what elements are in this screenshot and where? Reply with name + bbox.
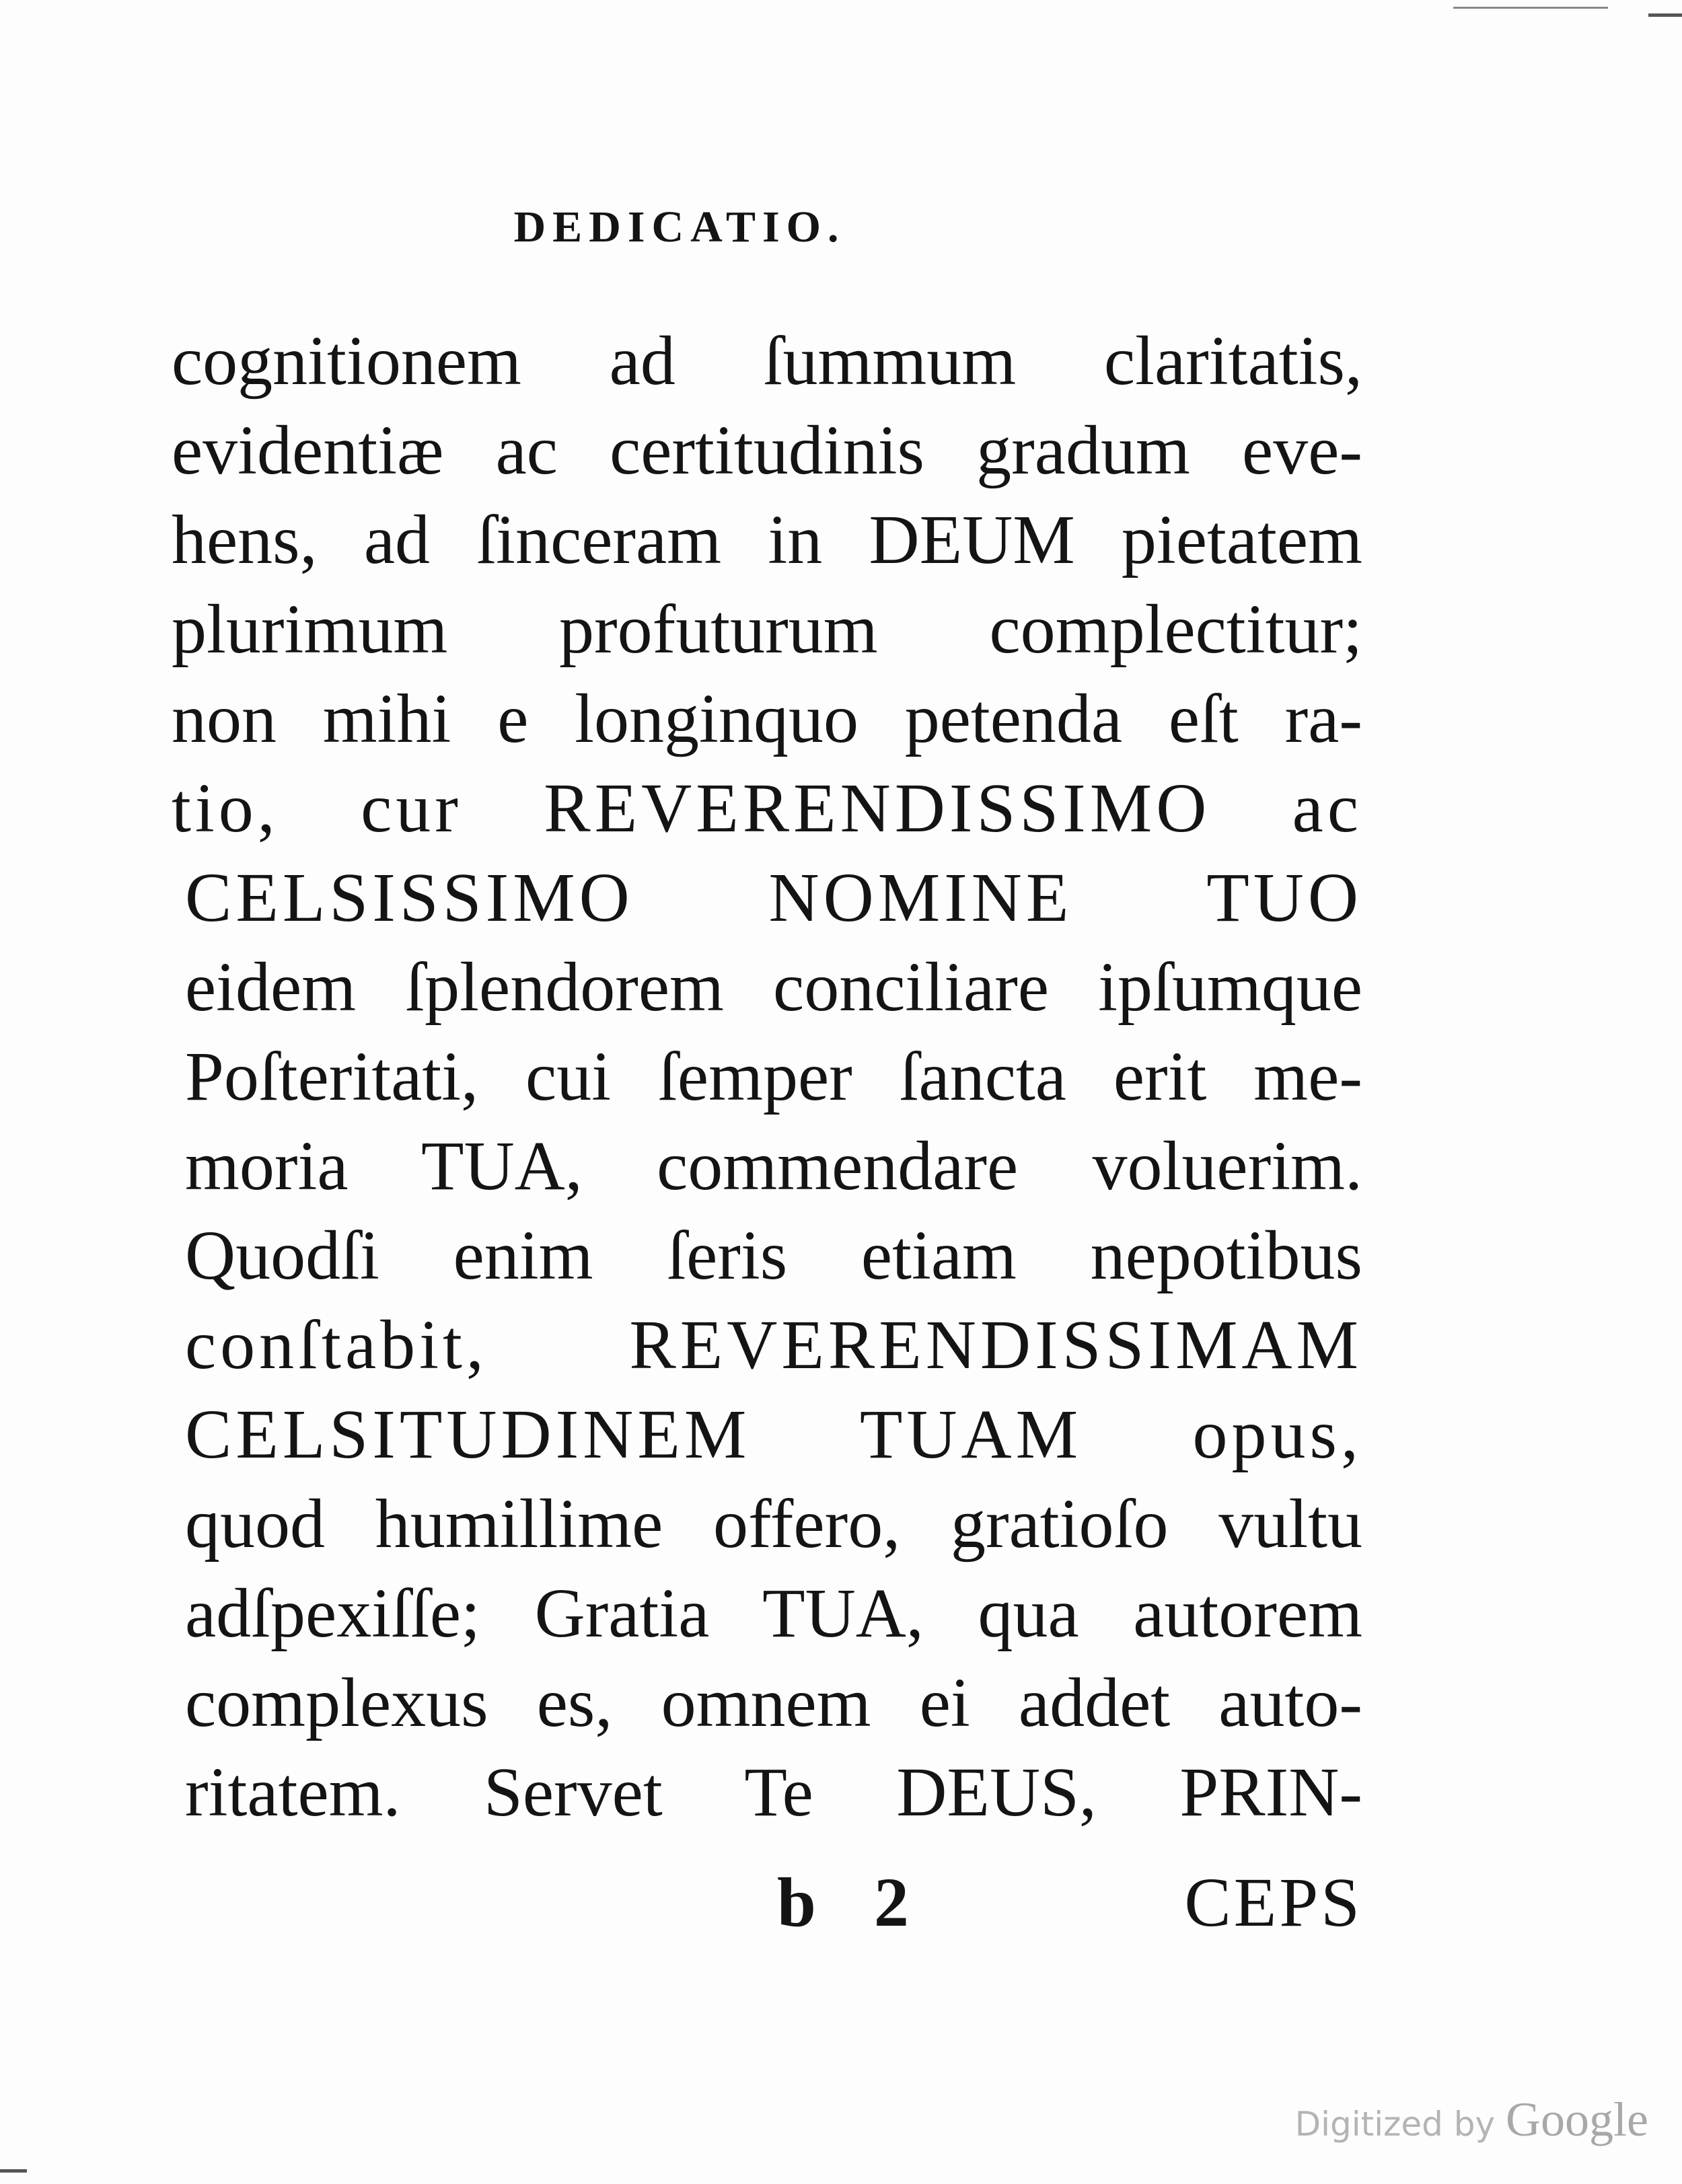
text-line-2: evidentiæ ac certitudinis gradum eve- [172,412,1362,489]
text-line-9: Poſteritati, cui ſemper ſancta erit me- [185,1038,1362,1115]
text-line-16: complexus es, omnem ei addet auto- [185,1664,1362,1741]
signature-mark: b 2 [777,1864,929,1941]
digitization-watermark [1295,2092,1648,2148]
running-header: DEDICATIO. [513,202,846,252]
text-line-5: non mihi e longinquo petenda eſt ra- [172,680,1362,757]
text-line-8: eidem ſplendorem conciliare ipſumque [185,948,1362,1026]
text-line-11: Quodſi enim ſeris etiam nepotibus [185,1217,1362,1294]
text-line-10: moria TUA, commendare voluerim. [185,1127,1362,1205]
top-rule-mark [1453,7,1608,9]
page-footer [172,1858,1362,1947]
text-line-17: ritatem. Servet Te DEUS, PRIN- [185,1754,1362,1831]
text-line-1: cognitionem ad ſummum claritatis, [172,322,1362,400]
text-line-12: conſtabit, REVERENDISSIMAM [185,1306,1362,1384]
bottom-left-mark [0,2169,27,2173]
text-line-3: hens, ad ſinceram in DEUM pietatem [172,501,1362,578]
text-line-7: CELSISSIMO NOMINE TUO [185,859,1362,936]
text-line-6: tio, cur REVERENDISSIMO ac [172,769,1362,847]
text-line-4: plurimum profuturum complectitur; [172,591,1362,668]
text-line-13: CELSITUDINEM TUAM opus, [185,1396,1362,1473]
dedication-text [172,316,1362,1837]
watermark-prefix: Digitized by [1294,2105,1496,2144]
watermark-brand: Google [1506,2093,1648,2146]
text-line-15: adſpexiſſe; Gratia TUA, qua autorem [185,1575,1362,1652]
catchword: CEPS [1184,1864,1362,1941]
top-edge-mark [1648,13,1682,17]
text-line-14: quod humillime offero, gratioſo vultu [185,1485,1362,1562]
